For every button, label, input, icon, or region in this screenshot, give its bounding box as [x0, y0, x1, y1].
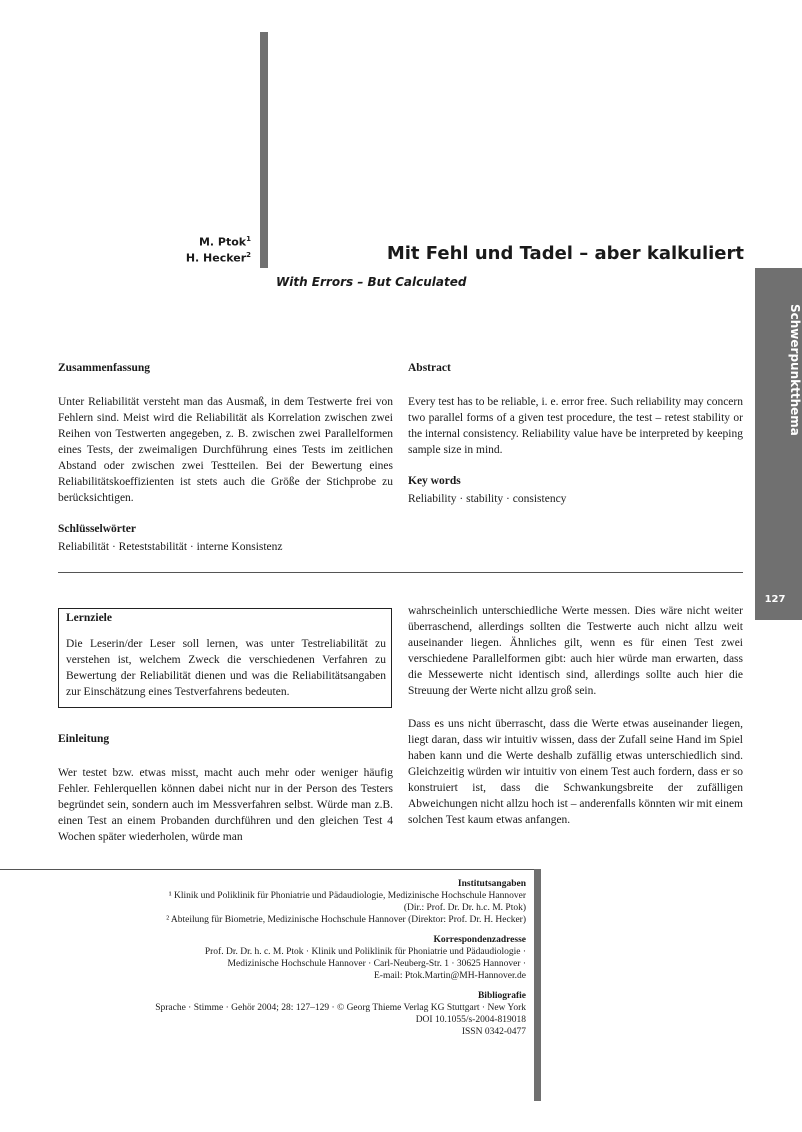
keywords-heading: Key words	[408, 475, 461, 487]
zusammenfassung-text: Unter Reliabilität versteht man das Ausmaß, in dem Testwerte frei von Fehlern sind. Meist wird die Reliabilität als Korrelation zwischen zwei Reihen von Testwerten angegeben, z. B. zwischen zwei Parallelformen eines Tests, der zweimaligen Durchführung eines Tests im zeitlichen Abstand oder zwischen zwei Testteilen. Bei der Bewertung eines Reliabilitätskoeffizienten ist stets auch die Größe der Stichprobe zu berücksichtigen.	[58, 396, 393, 504]
body-paragraph-2: Dass es uns nicht überrascht, dass die Werte etwas auseinander liegen, liegt daran, dass wir intuitiv wissen, dass der Zufall seine Hand im Spiel haben kann und die Werte deshalb zufällig etwas unterschiedlich sind. Gleichzeitig würden wir intuitiv von einem Test auch fordern, dass er so konstruiert ist, dass die Schwankungsbreite der zufälligen Abweichungen nicht allzu hoch ist – anderenfalls könnten wir mit einem solchen Test kaum etwas anfangen.	[408, 718, 743, 826]
lernziele-heading: Lernziele	[66, 612, 112, 624]
lernziele-text: Die Leserin/der Leser soll lernen, was unter Testreliabilität zu verstehen ist, welchem Zweck die verschiedenen Verfahren zu Bewertung der Reliabilität dienen und was die Reliabilitätsangaben zur Einschätzung eines Testverfahrens bedeuten.	[66, 638, 386, 698]
zusammenfassung-heading: Zusammenfassung	[58, 362, 151, 374]
schluesselwoerter-text: Reliabilität · Reteststabilität · interne Konsistenz	[58, 541, 283, 553]
author-2: H. Hecker$^2$	[185, 251, 251, 265]
institution-line: (Dir.: Prof. Dr. Dr. h.c. M. Ptok)	[403, 903, 526, 913]
article-subtitle: With Errors – But Calculated	[276, 275, 467, 289]
einleitung-heading: Einleitung	[58, 733, 110, 745]
institution-line: ¹ Klinik und Poliklinik für Phoniatrie und Pädaudiologie, Medizinische Hochschule Hannover	[168, 891, 526, 901]
einleitung-text: Wer testet bzw. etwas misst, macht auch mehr oder weniger häufig Fehler. Fehlerquellen können dabei nicht nur in der Person des Testers begründet sein, sondern auch im Messverfahren selbst. Würde man z.B. einen Test an einem Probanden durchführen und den gleichen Test 4 Wochen später wiederholen, würde man	[58, 767, 393, 843]
keywords-text: Reliability · stability · consistency	[408, 493, 567, 505]
footer-vertical-rule	[534, 869, 541, 1101]
abstract-text: Every test has to be reliable, i. e. error free. Such reliability may concern two parallel forms of a given test procedure, the test – retest stability or the internal consistency. Reliability value have be interpreted by keeping sample size in mind.	[408, 396, 743, 456]
bibliography-heading: Bibliografie	[477, 991, 526, 1001]
institution-line: ² Abteilung für Biometrie, Medizinische Hochschule Hannover (Direktor: Prof. Dr. H. Hecker)	[166, 915, 526, 925]
section-divider	[58, 572, 743, 573]
header-vertical-rule	[260, 32, 268, 268]
page-number: 127	[764, 594, 786, 605]
correspondence-heading: Korrespondenzadresse	[433, 935, 526, 945]
abstract-heading: Abstract	[408, 362, 451, 374]
author-1: M. Ptok$^1$	[198, 235, 251, 249]
doi-line: DOI 10.1055/s-2004-819018	[415, 1015, 526, 1025]
section-label: Schwerpunktthema	[788, 304, 802, 436]
correspondence-line: Medizinische Hochschule Hannover · Carl-Neuberg-Str. 1 · 30625 Hannover ·	[227, 959, 526, 969]
schluesselwoerter-heading: Schlüsselwörter	[58, 523, 136, 535]
issn-line: ISSN 0342-0477	[461, 1027, 526, 1037]
footer-horizontal-rule	[0, 869, 538, 870]
correspondence-email[interactable]: E-mail: Ptok.Martin@MH-Hannover.de	[373, 971, 526, 981]
body-paragraph-1: wahrscheinlich unterschiedliche Werte messen. Dies wäre nicht weiter überraschend, allerdings sollten die Testwerte auch nicht allzu weit auseinander liegen. Ähnliches gilt, wenn es für einen Test zwei verschiedene Parallelformen gibt: auch hier würde man erwarten, dass die Messewerte nicht identisch sind, allerdings sollte auch hier die Streuung der Werte nicht allzu groß sein.	[408, 605, 743, 697]
correspondence-line: Prof. Dr. Dr. h. c. M. Ptok · Klinik und Poliklinik für Phoniatrie und Pädaudiologie ·	[204, 947, 526, 957]
institution-heading: Institutsangaben	[457, 879, 526, 889]
bibliography-line: Sprache · Stimme · Gehör 2004; 28: 127–129 · © Georg Thieme Verlag KG Stuttgart · New York	[155, 1003, 526, 1013]
article-title: Mit Fehl und Tadel – aber kalkuliert	[386, 243, 744, 264]
